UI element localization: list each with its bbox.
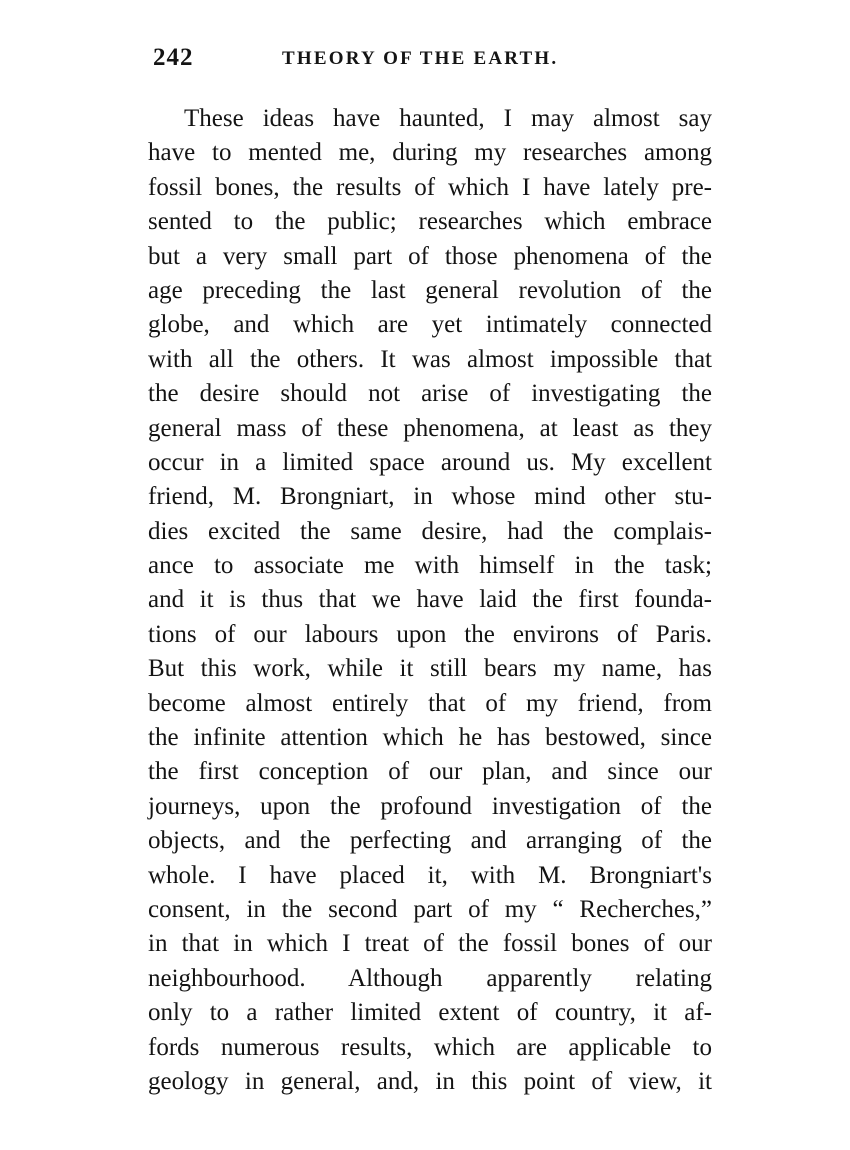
text-line: geology in general, and, in this point of view, it (148, 1067, 712, 1095)
text-line: and it is thus that we have laid the first founda- (148, 586, 712, 614)
running-title: THEORY OF THE EARTH. (282, 48, 559, 69)
text-line: occur in a limited space around us. My excellent (148, 448, 712, 476)
text-line: the infinite attention which he has bestowed, since (148, 724, 712, 752)
text-line: friend, M. Brongniart, in whose mind other stu- (148, 483, 712, 511)
page-header (0, 44, 850, 76)
text-line: But this work, while it still bears my name, has (148, 655, 712, 683)
text-line: ance to associate me with himself in the task; (148, 552, 712, 580)
text-line: tions of our labours upon the environs of Paris. (148, 620, 712, 648)
text-line: in that in which I treat of the fossil bones of our (148, 930, 712, 958)
text-line: sented to the public; researches which embrace (148, 208, 712, 236)
text-line: age preceding the last general revolution of the (148, 276, 712, 304)
text-line: with all the others. It was almost impossible that (148, 345, 712, 373)
text-line: only to a rather limited extent of country, it af- (148, 999, 712, 1027)
page-number: 242 (153, 44, 194, 71)
text-line: fossil bones, the results of which I have lately pre- (148, 173, 712, 201)
text-line: objects, and the perfecting and arranging of the (148, 827, 712, 855)
text-line: whole. I have placed it, with M. Brongniart's (148, 861, 712, 889)
body-text (148, 102, 712, 1099)
text-line: become almost entirely that of my friend, from (148, 689, 712, 717)
text-line: journeys, upon the profound investigation of the (148, 792, 712, 820)
text-line: neighbourhood. Although apparently relating (148, 964, 712, 992)
text-line: general mass of these phenomena, at least as they (148, 414, 712, 442)
text-line: globe, and which are yet intimately connected (148, 311, 712, 339)
text-line: the desire should not arise of investigating the (148, 380, 712, 408)
text-line: dies excited the same desire, had the complais- (148, 517, 712, 545)
text-line: have to mented me, during my researches among (148, 139, 712, 167)
text-line: but a very small part of those phenomena of the (148, 242, 712, 270)
text-line: the first conception of our plan, and since our (148, 758, 712, 786)
text-line: fords numerous results, which are applicable to (148, 1033, 712, 1061)
text-line: These ideas have haunted, I may almost say (184, 105, 712, 132)
text-line: consent, in the second part of my “ Recherches,” (148, 895, 712, 923)
